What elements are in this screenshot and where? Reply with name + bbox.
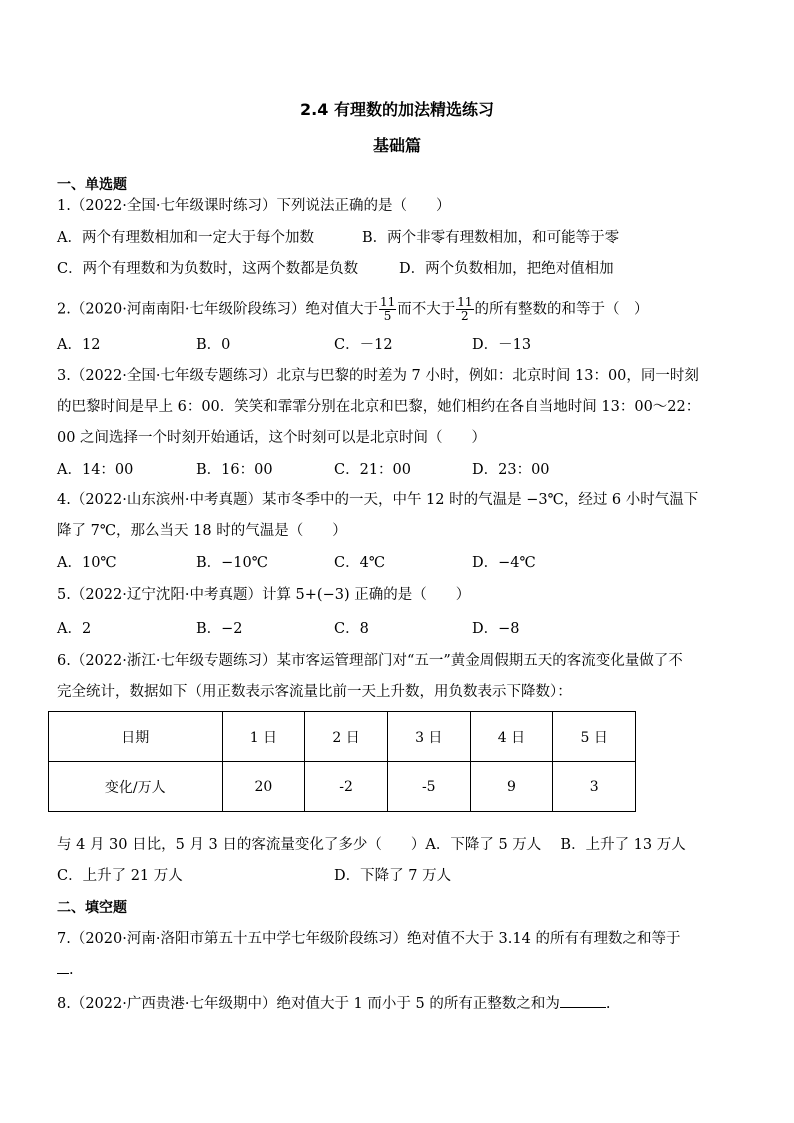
- question-8-end-mark: .: [605, 996, 611, 1012]
- question-1-option-d: D．两个负数相加，把绝对值相加: [399, 261, 614, 277]
- fraction-11-over-2: $\frac{11}{2}$: [457, 295, 473, 323]
- question-7-end-mark: .: [69, 962, 74, 978]
- question-8-stem: [57, 994, 610, 1014]
- question-2-stem: [57, 296, 649, 323]
- question-3-option-d: D．23：00: [472, 462, 550, 478]
- question-6-line-1: 6.（2022·浙江·七年级专题练习）某市客运管理部门对“五一”黄金周假期五天的客流变化量做了不: [57, 653, 683, 669]
- table-cell: 2 日: [305, 712, 388, 762]
- table-cell: 3 日: [387, 712, 470, 762]
- question-3-option-b: B．16：00: [196, 462, 273, 478]
- question-1-option-a: A．两个有理数相加和一定大于每个加数: [57, 230, 314, 246]
- question-1-option-b: B．两个非零有理数相加，和可能等于零: [362, 230, 620, 246]
- question-1-option-c: C．两个有理数和为负数时，这两个数都是负数: [57, 261, 359, 277]
- question-2-stem-pre: 2.（2020·河南南阳·七年级阶段练习）绝对值大于: [57, 301, 378, 318]
- question-4-option-c: C．4℃: [334, 555, 386, 571]
- question-4-option-b: B．−10℃: [196, 555, 268, 571]
- answer-blank[interactable]: [560, 1007, 606, 1008]
- question-8-text: 8.（2022·广西贵港·七年级期中）绝对值大于 1 而小于 5 的所有正整数之和为: [57, 996, 560, 1012]
- passenger-flow-table: [48, 711, 636, 812]
- question-6-line-2: 完全统计，数据如下（用正数表示客流量比前一天上升数，用负数表示下降数）：: [57, 684, 572, 700]
- section-heading-single-choice: 一、单选题: [57, 177, 127, 193]
- table-cell: 1 日: [222, 712, 305, 762]
- question-2-stem-post: 的所有整数的和等于（ ）: [474, 301, 649, 318]
- table-row: [49, 762, 636, 812]
- question-2-option-c: C．－12: [334, 337, 393, 353]
- question-2-option-d: D．－13: [472, 337, 532, 353]
- question-5-option-d: D．−8: [472, 621, 520, 637]
- question-2-option-a: A．12: [57, 337, 101, 353]
- question-4-line-2: 降了 7℃，那么当天 18 时的气温是（ ）: [57, 523, 347, 539]
- question-2-stem-mid: 而不大于: [397, 301, 456, 318]
- question-4-option-a: A．10℃: [57, 555, 117, 571]
- question-6-line-3: 与 4 月 30 日比，5 月 3 日的客流量变化了多少（ ）A．下降了 5 万人 B．上升了 13 万人: [57, 837, 686, 853]
- table-cell: 5 日: [553, 712, 636, 762]
- question-3-line-3: 00 之间选择一个时刻开始通话，这个时刻可以是北京时间（ ）: [57, 430, 487, 446]
- question-3-line-2: 的巴黎时间是早上 6：00．笑笑和霏霏分别在北京和巴黎，她们相约在各自当地时间 13：00～22：: [57, 399, 701, 415]
- question-5-option-b: B．−2: [196, 621, 243, 637]
- question-1-stem: 1.（2022·全国·七年级课时练习）下列说法正确的是（ ）: [57, 198, 451, 214]
- table-cell: -5: [387, 762, 470, 812]
- section-heading-fill-in: 二、填空题: [57, 900, 127, 916]
- table-cell: 3: [553, 762, 636, 812]
- question-6-option-d: D．下降了 7 万人: [334, 868, 452, 884]
- question-6-option-c: C．上升了 21 万人: [57, 868, 183, 884]
- table-cell: 4 日: [470, 712, 553, 762]
- question-7-line-1: 7.（2020·河南·洛阳市第五十五中学七年级阶段练习）绝对值不大于 3.14 的所有有理数之和等于: [57, 931, 681, 947]
- question-3-line-1: 3.（2022·全国·七年级专题练习）北京与巴黎的时差为 7 小时，例如：北京时间 13：00，同一时刻: [57, 368, 699, 384]
- table-header-row: [49, 712, 636, 762]
- table-cell: -2: [305, 762, 388, 812]
- question-5-stem: 5.（2022·辽宁沈阳·中考真题）计算 5+(−3) 正确的是（ ）: [57, 587, 471, 603]
- table-cell: 变化/万人: [49, 762, 223, 812]
- question-4-line-1: 4.（2022·山东滨州·中考真题）某市冬季中的一天，中午 12 时的气温是 −3℃，经过 6 小时气温下: [57, 492, 699, 508]
- question-5-option-c: C．8: [334, 621, 369, 637]
- question-3-option-c: C．21：00: [334, 462, 411, 478]
- question-7-line-2: [57, 960, 74, 980]
- question-4-option-d: D．−4℃: [472, 555, 536, 571]
- table-cell: 9: [470, 762, 553, 812]
- table-cell: 20: [222, 762, 305, 812]
- fraction-11-over-5: $\frac{11}{5}$: [379, 295, 396, 323]
- question-2-option-b: B．0: [196, 337, 231, 353]
- page-subtitle: 基础篇: [372, 136, 421, 155]
- answer-blank[interactable]: [57, 973, 69, 974]
- page-title: 2.4 有理数的加法精选练习: [300, 100, 494, 119]
- question-5-option-a: A．2: [57, 621, 92, 637]
- question-3-option-a: A．14：00: [57, 462, 134, 478]
- table-cell: 日期: [49, 712, 223, 762]
